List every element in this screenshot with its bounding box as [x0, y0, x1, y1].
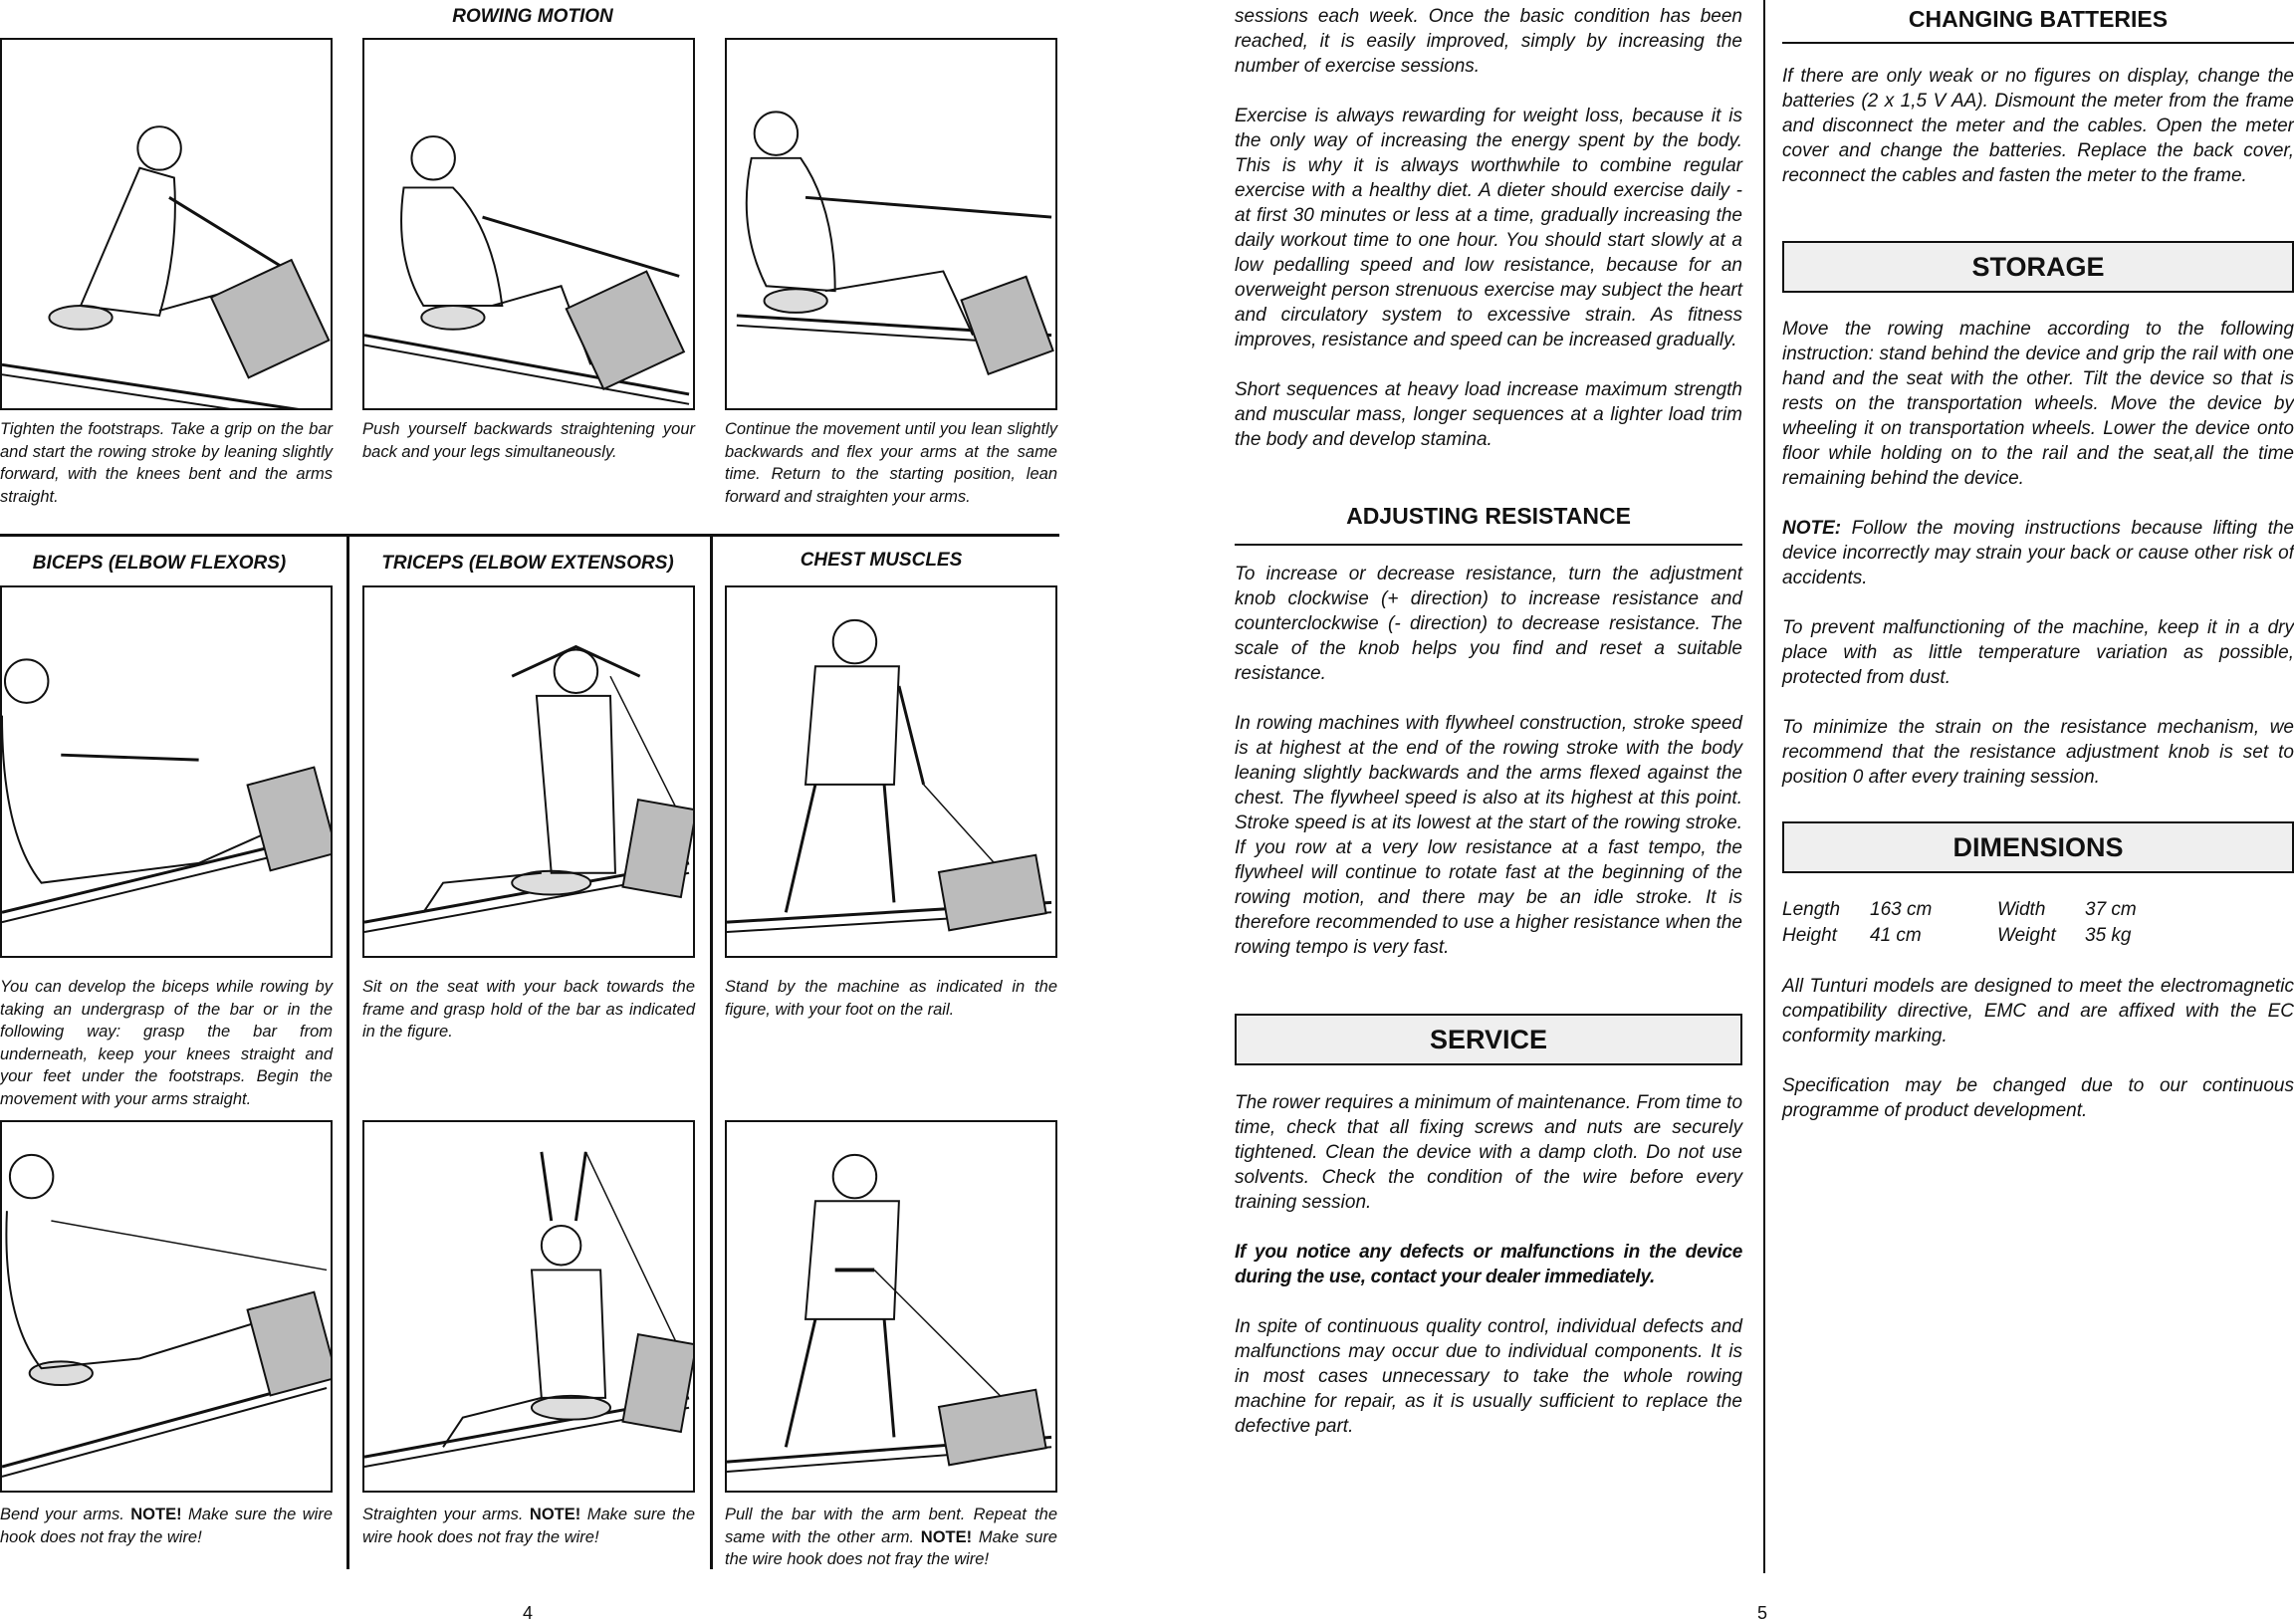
- triceps-title: TRICEPS (ELBOW EXTENSORS): [381, 553, 674, 574]
- rower-illustration: [727, 587, 1055, 956]
- dimension-label: Length: [1782, 899, 1841, 920]
- storage-note: [1782, 516, 2294, 590]
- storage-text: [1782, 317, 2294, 814]
- dimension-label: Weight: [1997, 925, 2056, 946]
- heading-rule: [1235, 544, 1742, 546]
- dimension-value: 163 cm: [1870, 899, 1933, 920]
- rower-illustration: [727, 1122, 1055, 1491]
- triceps-figure-1: [362, 585, 695, 958]
- dimensions-paragraph: Specification may be changed due to our continuous programme of product development.: [1782, 1075, 2294, 1121]
- rowing-caption-2: Push yourself backwards straightening your back and your legs simultaneously.: [362, 420, 695, 461]
- chest-figure-1: [725, 585, 1057, 958]
- rower-illustration: [364, 40, 693, 408]
- page-number-left: 4: [523, 1603, 534, 1623]
- rower-illustration: [2, 1122, 331, 1491]
- dimension-value: 41 cm: [1870, 925, 1922, 946]
- intro-paragraph: sessions each week. Once the basic condition has been reached, it is easily improved, simply by increasing the number of exercise sessions.: [1235, 6, 1742, 77]
- dimensions-row: [1782, 925, 2155, 951]
- biceps-caption-1: You can develop the biceps while rowing by taking an undergrasp of the bar or in the following way: grasp the bar from underneath, keep your knees straight and your feet under the footstraps. Begin the movement with your arms straight.: [0, 978, 333, 1108]
- triceps-caption-2: [362, 1504, 695, 1548]
- page-number-right: 5: [1757, 1603, 1768, 1623]
- rower-illustration: [364, 1122, 693, 1491]
- chest-title: CHEST MUSCLES: [800, 550, 963, 571]
- service-paragraph: The rower requires a minimum of maintenance. From time to time, check that all fixing screws and nuts are securely tightened. Clean the device with a damp cloth. Do not use solvents. Check the condition of the wire before every training session.: [1235, 1092, 1743, 1213]
- rowing-figure-1: [0, 38, 333, 410]
- caption-text: Pull the bar with the arm bent. Repeat the same with the other arm.: [725, 1506, 1057, 1546]
- changing-batteries-text: [1782, 64, 2294, 213]
- rowing-caption-3: Continue the movement until you lean slightly backwards and flex your arms at the same time. Return to the starting position, lean forward and straighten your arms.: [725, 420, 1057, 506]
- rowing-caption-1: Tighten the footstraps. Take a grip on the bar and start the rowing stroke by leaning slightly forward, with the knees bent and the arms straight.: [0, 420, 333, 506]
- biceps-title: BICEPS (ELBOW FLEXORS): [32, 553, 287, 574]
- caption-text: Make sure the wire hook does not fray the wire!: [362, 1506, 695, 1546]
- service-heading: SERVICE: [1235, 1014, 1742, 1065]
- service-text: [1235, 1090, 1742, 1464]
- service-warning: If you notice any defects or malfunctions in the device during the use, contact your dealer immediately.: [1235, 1242, 1742, 1287]
- dimensions-table: [1782, 899, 2155, 951]
- rowing-figure-2: [362, 38, 695, 410]
- caption-text: Straighten your arms.: [362, 1506, 530, 1523]
- rower-illustration: [2, 587, 331, 956]
- dimension-label: Width: [1997, 899, 2046, 920]
- dimensions-text: [1782, 974, 2294, 1148]
- biceps-caption-2: [0, 1504, 333, 1548]
- heading-rule: [1782, 42, 2294, 44]
- resistance-paragraph: In rowing machines with flywheel construction, stroke speed is at highest at the end of the rowing stroke with the body leaning slightly backwards and the arms flexed against the chest. The flywheel speed is also at its highest at this point. Stroke speed is at its lowest at the start of the rowing stroke. If you row at a very low resistance at a fast tempo, the flywheel will continue to rotate fast at the beginning of the rowing motion, and there may be an idle stroke. It is therefore recommended to use a higher resistance when the rowing tempo is very fast.: [1235, 713, 1742, 958]
- rowing-figure-3: [725, 38, 1057, 410]
- triceps-caption-1: Sit on the seat with your back towards the frame and grasp hold of the bar as indicated in the figure.: [362, 978, 695, 1041]
- intro-paragraph: Exercise is always rewarding for weight loss, because it is the only way of increasing the energy spent by the body. This is why it is always worthwhile to combine regular exercise with a healthy diet. A dieter should exercise daily - at first 30 minutes or less at a time, gradually increasing the daily workout time to one hour. You should start slowly at a low pedalling speed and low resistance, because for an overweight person strenuous exercise may subject the heart and circulatory system to excessive strain. As fitness improves, resistance and speed can be increased gradually.: [1235, 106, 1742, 350]
- dimension-label: Height: [1782, 925, 1837, 946]
- chest-caption-2: [725, 1504, 1057, 1571]
- storage-heading: STORAGE: [1782, 241, 2294, 293]
- rower-illustration: [727, 40, 1055, 408]
- intro-text: [1235, 4, 1742, 477]
- rowing-motion-title: ROWING MOTION: [452, 6, 613, 27]
- column-divider-left: [346, 537, 349, 1569]
- biceps-figure-1: [0, 585, 333, 958]
- intro-paragraph: Short sequences at heavy load increase maximum strength and muscular mass, longer sequences at a lighter load trim the body and develop stamina.: [1235, 379, 1742, 450]
- storage-paragraph: To minimize the strain on the resistance mechanism, we recommend that the resistance adjustment knob is set to position 0 after every training session.: [1782, 717, 2294, 788]
- storage-paragraph: Move the rowing machine according to the following instruction: stand behind the device and grip the rail with one hand and the seat with the other. Tilt the device so that is rests on the transportation wheels. Move the device by wheeling it on transportation wheels. Lower the device onto floor while holding on to the rail and the seat,all the time remaining behind the device.: [1782, 319, 2294, 489]
- chest-figure-2: [725, 1120, 1057, 1493]
- dimensions-paragraph: All Tunturi models are designed to meet the electromagnetic compatibility directive, EMC and are affixed with the EC conformity marking.: [1782, 976, 2294, 1046]
- caption-note: NOTE!: [130, 1506, 182, 1523]
- rower-illustration: [364, 587, 693, 956]
- note-label: NOTE:: [1782, 518, 1842, 539]
- caption-note: NOTE!: [920, 1527, 973, 1546]
- changing-batteries-heading: CHANGING BATTERIES: [1908, 6, 2169, 32]
- dimensions-row: [1782, 899, 2155, 925]
- storage-paragraph: To prevent malfunctioning of the machine, keep it in a dry place with as little temperature variation as possible, protected from dust.: [1782, 617, 2294, 688]
- dimension-value: 35 kg: [2085, 925, 2132, 946]
- page-column-divider: [1763, 0, 1765, 1573]
- caption-text: Make sure the wire hook does not fray the wire!: [725, 1527, 1057, 1568]
- resistance-paragraph: To increase or decrease resistance, turn the adjustment knob clockwise (+ direction) to increase resistance and counterclockwise (- direction) to decrease resistance. The scale of the knob helps you find and reset a suitable resistance.: [1235, 564, 1742, 684]
- caption-text: Bend your arms.: [0, 1506, 131, 1523]
- section-divider: [0, 534, 1059, 537]
- biceps-figure-2: [0, 1120, 333, 1493]
- dimensions-heading: DIMENSIONS: [1782, 821, 2294, 873]
- caption-note: NOTE!: [529, 1506, 581, 1523]
- adjusting-resistance-text: [1235, 562, 1742, 985]
- chest-caption-1: Stand by the machine as indicated in the figure, with your foot on the rail.: [725, 978, 1057, 1019]
- batteries-paragraph: If there are only weak or no figures on display, change the batteries (2 x 1,5 V AA). Dismount the meter from the frame and disconnect the meter and the cables. Open the meter cover and change the batteries. Replace the back cover, reconnect the cables and fasten the meter to the frame.: [1782, 66, 2294, 186]
- dimension-value: 37 cm: [2085, 899, 2137, 920]
- service-paragraph: In spite of continuous quality control, individual defects and malfunctions may occur due to individual components. It is in most cases unnecessary to take the whole rowing machine for repair, as it is usually sufficient to replace the defective part.: [1235, 1316, 1742, 1437]
- rower-illustration: [2, 40, 331, 408]
- note-text: Follow the moving instructions because lifting the device incorrectly may strain your back or cause other risk of accidents.: [1782, 518, 2294, 588]
- adjusting-resistance-heading: ADJUSTING RESISTANCE: [1346, 503, 1631, 529]
- triceps-figure-2: [362, 1120, 695, 1493]
- caption-text: Make sure the wire hook does not fray the wire!: [0, 1506, 333, 1546]
- column-divider-right: [710, 537, 713, 1569]
